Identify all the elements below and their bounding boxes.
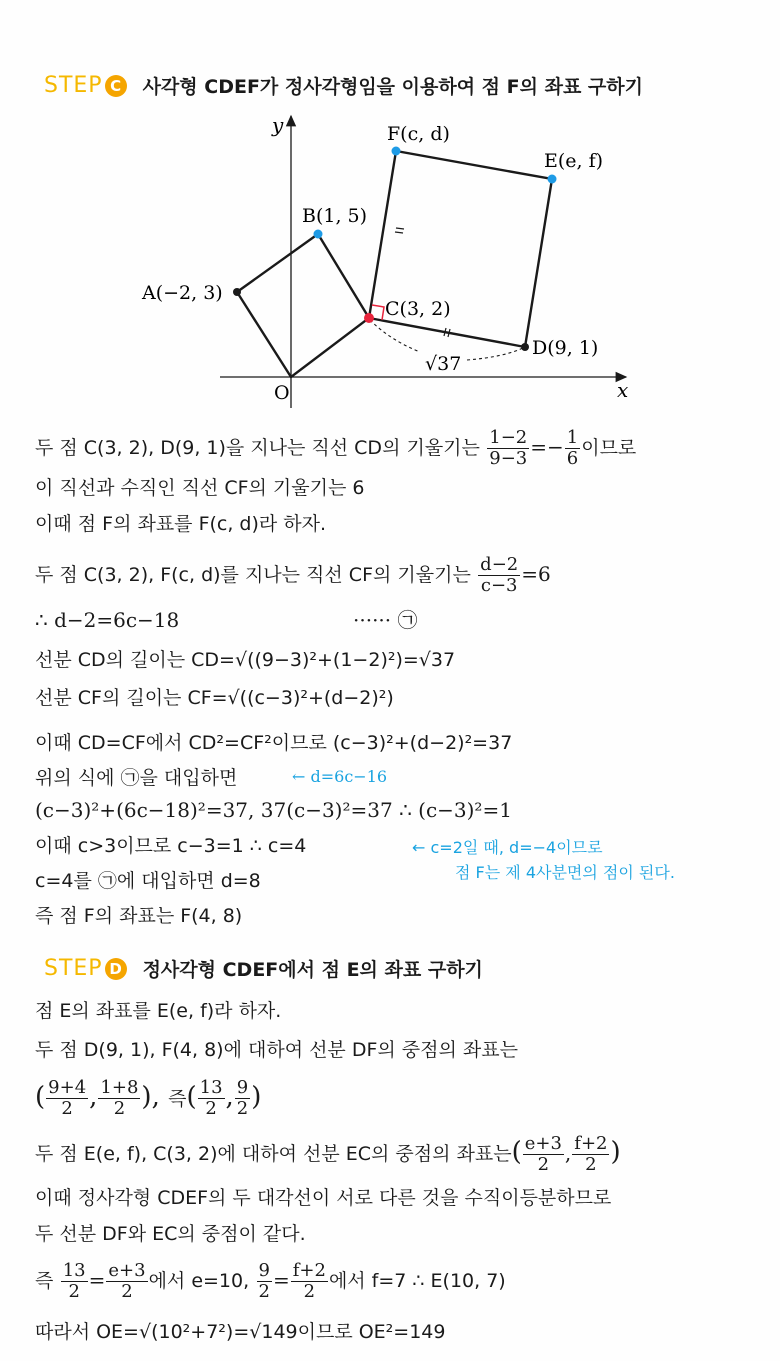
label-f: F(c, d) (387, 123, 450, 145)
step-c-line-9: 위의 식에 ㉠을 대입하면 (35, 767, 238, 789)
point-b (314, 230, 323, 239)
step-c-line-11: 이때 c>3이므로 c−3=1 ∴ c=4 (35, 835, 307, 857)
step-c-line-7: 선분 CF의 길이는 CF=√((c−3)²+(d−2)²) (35, 687, 394, 709)
annotation-case-note-1: ← c=2일 때, d=−4이므로 (412, 838, 603, 857)
step-label: STEP (44, 73, 103, 98)
annotation-case-note-2: 점 F는 제 4사분면의 점이 된다. (455, 863, 675, 882)
step-d-line-6: 두 선분 DF와 EC의 중점이 같다. (35, 1223, 306, 1245)
label-e: E(e, f) (544, 150, 604, 172)
axis-y-label: y (272, 113, 284, 137)
square-oabc (237, 234, 369, 377)
point-a (233, 288, 241, 296)
point-d (521, 343, 529, 351)
point-e (548, 175, 557, 184)
step-c-title: 사각형 CDEF가 정사각형임을 이용하여 점 F의 좌표 구하기 (142, 76, 643, 98)
coordinate-figure (0, 0, 780, 420)
label-c: C(3, 2) (385, 298, 451, 320)
step-d-header (44, 955, 483, 982)
step-c-line-13: 즉 점 F의 좌표는 F(4, 8) (35, 905, 243, 927)
step-c-line-5: ∴ d−2=6c−18 ······ ㉠ (35, 608, 418, 632)
annotation-substitution: ← d=6c−16 (292, 767, 388, 786)
length-arc-2 (467, 347, 525, 360)
fraction: $\frac{1-2}{9-3}$ (489, 427, 528, 469)
step-d-badge-icon: D (105, 958, 127, 980)
step-d-title: 정사각형 CDEF에서 점 E의 좌표 구하기 (142, 959, 483, 981)
length-label: √37 (425, 353, 462, 375)
label-b: B(1, 5) (302, 205, 368, 227)
step-d-line-1: 점 E의 좌표를 E(e, f)라 하자. (35, 1000, 282, 1022)
step-c-line-8: 이때 CD=CF에서 CD²=CF²이므로 (c−3)²+(d−2)²=37 (35, 732, 513, 754)
equal-tick-cf (395, 228, 404, 233)
step-d-line-2: 두 점 D(9, 1), F(4, 8)에 대하여 선분 DF의 중점의 좌표는 (35, 1039, 518, 1061)
step-d-line-3: ( $\frac{9+4}{2}$ , $\frac{1+8}{2}$ ), 즉( $\frac{13}{2}$ , $\frac{9}{2}$ ) (35, 1076, 262, 1119)
point-c (364, 313, 374, 323)
length-arc (370, 320, 420, 352)
step-label: STEP (44, 956, 103, 981)
step-d-line-4: 두 점 E(e, f), C(3, 2)에 대하여 선분 EC의 중점의 좌표는( $\frac{e+3}{2}$ , $\frac{f+2}{2}$ ) (35, 1133, 621, 1175)
label-d: D(9, 1) (532, 337, 599, 359)
step-d-line-8: 따라서 OE=√(10²+7²)=√149이므로 OE²=149 (35, 1321, 446, 1343)
step-c-line-1: 두 점 C(3, 2), D(9, 1)을 지나는 직선 CD의 기울기는 $\frac{1-2}{9-3}$ =− $\frac{1}{6}$ 이므로 (35, 427, 637, 469)
step-c-badge-icon: C (105, 75, 127, 97)
step-c-line-12: c=4를 ㉠에 대입하면 d=8 (35, 870, 261, 892)
step-c-line-4: 두 점 C(3, 2), F(c, d)를 지나는 직선 CF의 기울기는 $\frac{d-2}{c-3}$ =6 (35, 554, 551, 596)
step-c-line-2: 이 직선과 수직인 직선 CF의 기울기는 6 (35, 477, 365, 499)
fraction: $\frac{1}{6}$ (566, 427, 579, 469)
axis-x-label: x (617, 378, 629, 402)
fraction: $\frac{d-2}{c-3}$ (480, 554, 519, 596)
step-c-line-3: 이때 점 F의 좌표를 F(c, d)라 하자. (35, 513, 327, 535)
step-d-line-5: 이때 정사각형 CDEF의 두 대각선이 서로 다른 것을 수직이등분하므로 (35, 1187, 612, 1209)
point-f (392, 147, 401, 156)
step-c-line-6: 선분 CD의 길이는 CD=√((9−3)²+(1−2)²)=√37 (35, 649, 456, 671)
origin-label: O (274, 382, 290, 404)
step-c-line-10: (c−3)²+(6c−18)²=37, 37(c−3)²=37 ∴ (c−3)²=1 (35, 798, 512, 822)
step-d-line-7: 즉 $\frac{13}{2}$ = $\frac{e+3}{2}$ 에서 e=10, $\frac{9}{2}$ = $\frac{f+2}{2}$ 에서 f=7 ∴ E(10, 7) (35, 1260, 506, 1302)
label-a: A(−2, 3) (142, 282, 223, 304)
